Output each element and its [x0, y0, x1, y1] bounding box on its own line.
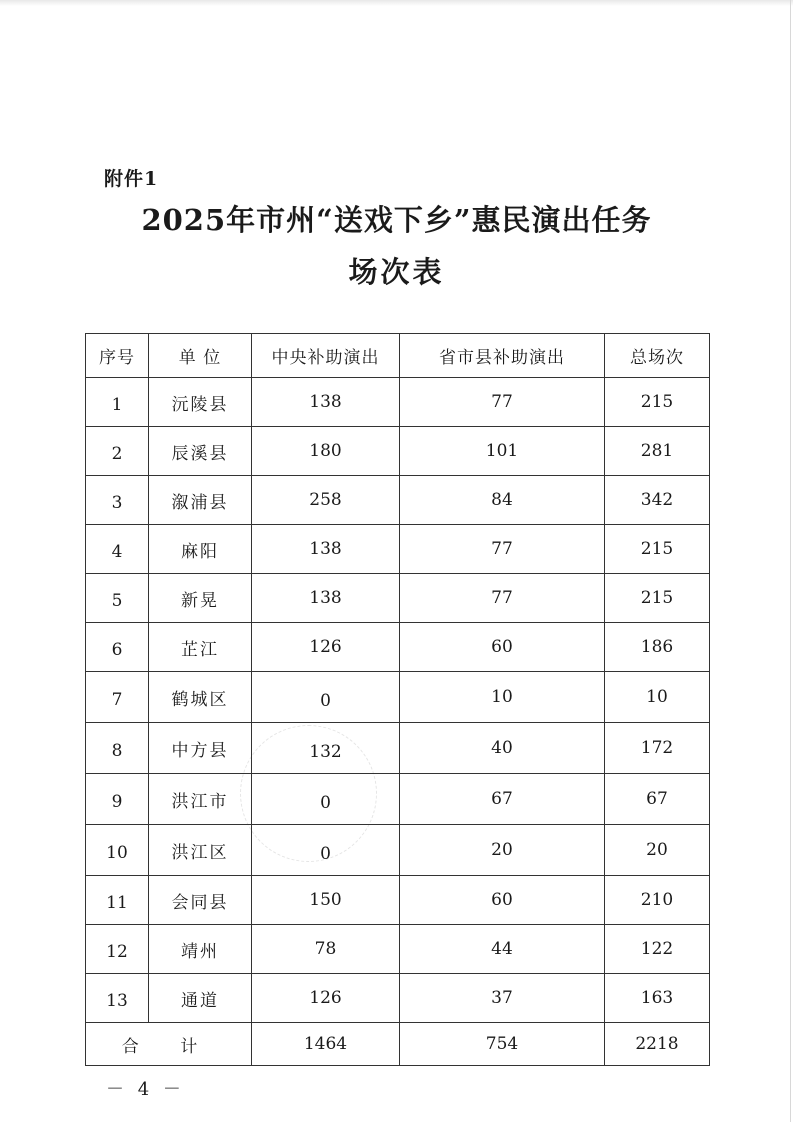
- total-provincial: 754: [400, 1023, 605, 1066]
- row-provincial: 101: [400, 427, 605, 476]
- row-provincial: 60: [400, 623, 605, 672]
- row-total: 215: [605, 574, 710, 623]
- row-total: 210: [605, 876, 710, 925]
- row-provincial: 77: [400, 378, 605, 427]
- total-label: 合 计: [86, 1023, 252, 1066]
- row-number: 8: [86, 723, 149, 774]
- row-unit: 鹤城区: [149, 672, 252, 723]
- row-central: 138: [252, 574, 400, 623]
- row-unit: 中方县: [149, 723, 252, 774]
- row-unit: 辰溪县: [149, 427, 252, 476]
- table-row: [86, 876, 710, 925]
- row-provincial: 77: [400, 574, 605, 623]
- row-central: 0: [252, 825, 400, 876]
- document-title: 2025年市州“送戏下乡”惠民演出任务: [141, 203, 652, 237]
- total-total: 2218: [605, 1023, 710, 1066]
- table-row: [86, 427, 710, 476]
- row-central: 0: [252, 774, 400, 825]
- row-central: 138: [252, 525, 400, 574]
- row-number: 13: [86, 974, 149, 1023]
- row-provincial: 40: [400, 723, 605, 774]
- row-total: 172: [605, 723, 710, 774]
- row-central: 138: [252, 378, 400, 427]
- row-unit: 麻阳: [149, 525, 252, 574]
- table-row: [86, 925, 710, 974]
- row-provincial: 60: [400, 876, 605, 925]
- performance-schedule-table: [85, 333, 710, 1066]
- table-body: [86, 378, 710, 1023]
- header-no: 序号: [86, 334, 149, 378]
- table-row: [86, 723, 710, 774]
- table-row: [86, 774, 710, 825]
- row-unit: 通道: [149, 974, 252, 1023]
- row-provincial: 37: [400, 974, 605, 1023]
- right-scan-edge: [790, 0, 791, 1122]
- header-provincial: 省市县补助演出: [400, 334, 605, 378]
- row-total: 281: [605, 427, 710, 476]
- row-central: 180: [252, 427, 400, 476]
- row-unit: 芷江: [149, 623, 252, 672]
- row-total: 215: [605, 525, 710, 574]
- row-unit: 新晃: [149, 574, 252, 623]
- row-provincial: 20: [400, 825, 605, 876]
- table-row: [86, 525, 710, 574]
- row-number: 11: [86, 876, 149, 925]
- row-unit: 靖州: [149, 925, 252, 974]
- table-row: [86, 974, 710, 1023]
- attachment-label: 附件1: [104, 168, 159, 190]
- row-number: 5: [86, 574, 149, 623]
- row-number: 1: [86, 378, 149, 427]
- row-total: 20: [605, 825, 710, 876]
- row-unit: 会同县: [149, 876, 252, 925]
- row-central: 132: [252, 723, 400, 774]
- row-central: 126: [252, 974, 400, 1023]
- table-total-row: [86, 1023, 710, 1066]
- row-number: 9: [86, 774, 149, 825]
- header-total: 总场次: [605, 334, 710, 378]
- row-total: 10: [605, 672, 710, 723]
- row-number: 10: [86, 825, 149, 876]
- row-unit: 溆浦县: [149, 476, 252, 525]
- row-number: 2: [86, 427, 149, 476]
- table-row: [86, 672, 710, 723]
- top-scan-edge: [0, 0, 793, 6]
- header-unit: 单 位: [149, 334, 252, 378]
- header-central: 中央补助演出: [252, 334, 400, 378]
- row-provincial: 77: [400, 525, 605, 574]
- row-provincial: 67: [400, 774, 605, 825]
- total-central: 1464: [252, 1023, 400, 1066]
- table-row: [86, 574, 710, 623]
- row-total: 67: [605, 774, 710, 825]
- row-central: 78: [252, 925, 400, 974]
- row-number: 12: [86, 925, 149, 974]
- row-total: 122: [605, 925, 710, 974]
- row-unit: 沅陵县: [149, 378, 252, 427]
- row-provincial: 84: [400, 476, 605, 525]
- row-total: 342: [605, 476, 710, 525]
- row-provincial: 44: [400, 925, 605, 974]
- row-provincial: 10: [400, 672, 605, 723]
- page-number: － 4 －: [106, 1079, 185, 1100]
- table-row: [86, 825, 710, 876]
- row-central: 150: [252, 876, 400, 925]
- table-header-row: [86, 334, 710, 378]
- table-row: [86, 623, 710, 672]
- document-subtitle: 场次表: [348, 255, 445, 289]
- row-central: 258: [252, 476, 400, 525]
- row-total: 186: [605, 623, 710, 672]
- row-total: 163: [605, 974, 710, 1023]
- row-unit: 洪江区: [149, 825, 252, 876]
- row-central: 0: [252, 672, 400, 723]
- table-row: [86, 378, 710, 427]
- row-number: 6: [86, 623, 149, 672]
- row-number: 7: [86, 672, 149, 723]
- row-central: 126: [252, 623, 400, 672]
- row-number: 4: [86, 525, 149, 574]
- row-number: 3: [86, 476, 149, 525]
- table-row: [86, 476, 710, 525]
- row-total: 215: [605, 378, 710, 427]
- row-unit: 洪江市: [149, 774, 252, 825]
